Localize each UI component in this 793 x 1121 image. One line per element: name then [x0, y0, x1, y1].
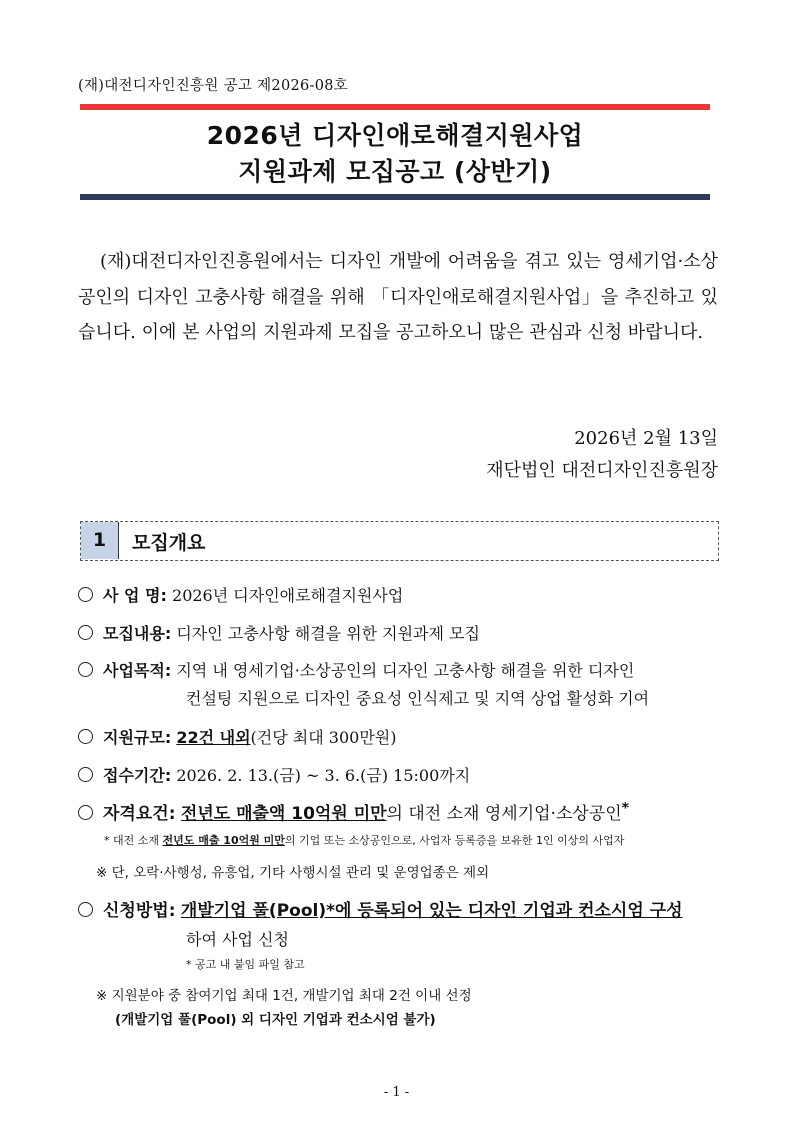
section-number-badge: 1: [81, 522, 119, 559]
application-highlight: 개발기업 풀(Pool)*에 등록되어 있는 디자인 기업과 컨소시엄 구성: [180, 901, 683, 921]
item-value: 2026년 디자인애로해결지원사업: [172, 586, 404, 605]
item-purpose: [78, 658, 634, 681]
application-note: ※ 지원분야 중 참여기업 최대 1건, 개발기업 최대 2건 이내 선정: [96, 988, 472, 1004]
item-eligibility: [78, 799, 629, 824]
item-label: 지원규모:: [103, 728, 172, 747]
bullet-circle-icon: [78, 662, 93, 677]
item-label: 사업목적:: [103, 661, 172, 680]
item-period: [78, 763, 470, 786]
application-line2: 하여 사업 신청: [186, 930, 289, 949]
application-note-bold: (개발기업 풀(Pool) 외 디자인 기업과 컨소시엄 불가): [115, 1012, 436, 1028]
bullet-circle-icon: [78, 767, 93, 782]
item-label: 모집내용:: [103, 624, 172, 643]
item-scale: [78, 725, 396, 748]
scale-rest: (건당 최대 300만원): [250, 728, 397, 747]
eligibility-rest: 의 대전 소재 영세기업·소상공인: [386, 804, 622, 824]
footnote-prefix: * 대전 소재: [104, 834, 163, 847]
bullet-circle-icon: [78, 587, 93, 602]
title-top-rule: [80, 104, 710, 110]
section-title: 모집개요: [132, 532, 206, 554]
item-business-name: [78, 583, 403, 606]
bullet-circle-icon: [78, 805, 93, 820]
footnote-bold: 전년도 매출 10억원 미만: [162, 834, 285, 847]
announcement-date: 2026년 2월 13일: [574, 428, 718, 449]
eligibility-footnote: [104, 832, 624, 848]
eligibility-exclusion: ※ 단, 오락·사행성, 유흥업, 기타 사행시설 관리 및 운영업종은 제외: [96, 865, 490, 881]
footnote-rest: 의 기업 또는 소상공인으로, 사업자 등록증을 보유한 1인 이상의 사업자: [284, 834, 625, 847]
scale-highlight: 22건 내외: [176, 728, 251, 747]
item-value: 지역 내 영세기업·소상공인의 디자인 고충사항 해결을 위한 디자인: [176, 661, 635, 680]
item-content: [78, 621, 480, 644]
bullet-circle-icon: [78, 729, 93, 744]
eligibility-star: *: [621, 800, 630, 817]
issuer-name: 재단법인 대전디자인진흥원장: [486, 460, 718, 481]
item-value: 디자인 고충사항 해결을 위한 지원과제 모집: [176, 624, 480, 643]
item-value: 2026. 2. 13.(금) ~ 3. 6.(금) 15:00까지: [176, 766, 471, 785]
application-footnote: * 공고 내 붙임 파일 참고: [186, 958, 305, 971]
item-label: 사 업 명:: [103, 586, 167, 605]
page-number: - 1 -: [383, 1085, 410, 1100]
notice-number: (재)대전디자인진흥원 공고 제2026-08호: [78, 78, 349, 94]
bullet-circle-icon: [78, 625, 93, 640]
document-title-line2: 지원과제 모집공고 (상반기): [238, 157, 552, 186]
eligibility-highlight: 전년도 매출액 10억원 미만: [180, 804, 387, 824]
item-purpose-line2: 컨설팅 지원으로 디자인 중요성 인식제고 및 지역 상업 활성화 기여: [186, 689, 650, 708]
intro-paragraph: (재)대전디자인진흥원에서는 디자인 개발에 어려움을 겪고 있는 영세기업·소상공인의 디자인 고충사항 해결을 위해 「디자인애로해결지원사업」을 추진하고 있습니다. 이에 본 사업의 지원과제 모집을 공고하오니 많은 관심과 신청 바랍니다.: [78, 251, 718, 343]
item-label: 신청방법:: [103, 901, 176, 921]
title-bottom-rule: [80, 194, 710, 200]
item-application: [78, 896, 683, 921]
item-label: 자격요건:: [103, 804, 176, 824]
document-title-line1: 2026년 디자인애로해결지원사업: [206, 121, 584, 150]
item-label: 접수기간:: [103, 766, 172, 785]
bullet-circle-icon: [78, 902, 93, 917]
